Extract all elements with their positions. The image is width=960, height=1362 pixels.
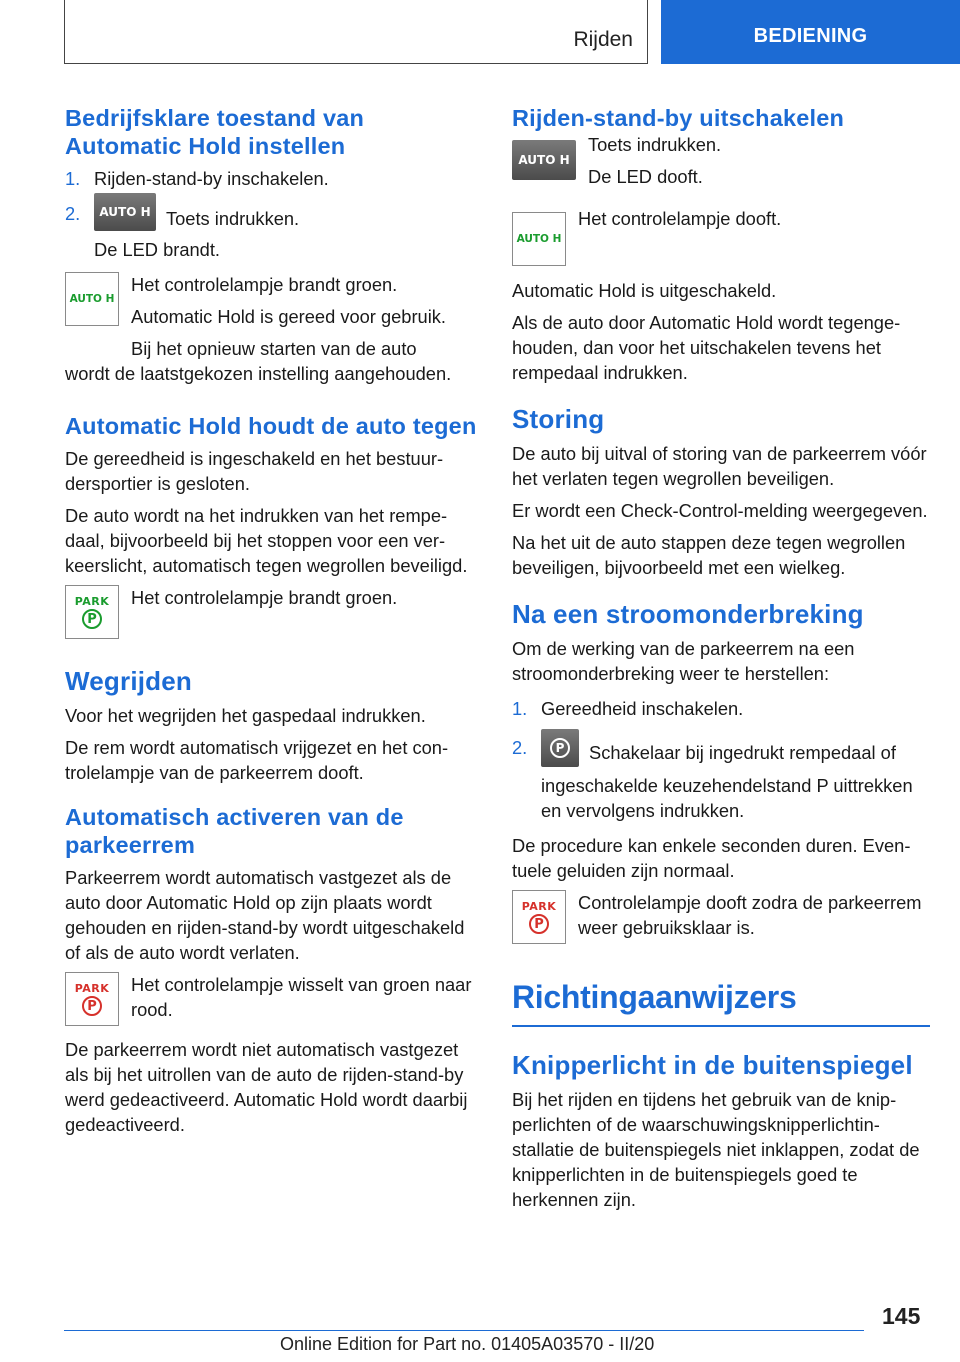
lamp-text-3b: wordt de laatstgekozen instelling aangehouden. xyxy=(65,363,452,384)
s5-lamp-text: Het controlelampje dooft. xyxy=(578,208,782,229)
auto-h-green-lamp-icon: AUTO H xyxy=(65,272,119,326)
lamp-row-auto-h-green xyxy=(65,272,480,361)
power-step-1-number: 1. xyxy=(512,698,528,719)
heading-wegrijden: Wegrijden xyxy=(65,666,193,696)
s2-lamp-text: Het controlelampje brandt groen. xyxy=(131,587,398,608)
power-steps xyxy=(512,696,930,823)
step-1 xyxy=(65,166,480,191)
chapter-heading-richtingaanwijzers: Richtingaanwijzers xyxy=(512,979,797,1015)
s2-paragraph-2: De auto wordt na het indrukken van het rempedaal, bijvoorbeeld bij het stoppen voor een verkeerslicht, automatisch tegen wegrollen beveiligd. xyxy=(65,505,468,576)
step-1-number: 1. xyxy=(65,168,81,189)
header-chapter-tab: BEDIENING xyxy=(661,0,960,64)
lamp-row-park-green xyxy=(65,585,480,639)
park-green-lamp-icon: PARK P xyxy=(65,585,119,639)
park-red-lamp-icon: PARK P xyxy=(65,972,119,1026)
power-step-2-number: 2. xyxy=(512,737,528,758)
s7-paragraph-2: De procedure kan enkele seconden duren. Eventuele geluiden zijn normaal. xyxy=(512,835,911,881)
heading-power-interruption: Na een stroomonderbreking xyxy=(512,599,864,629)
right-column xyxy=(512,104,930,1219)
lamp-row-park-red-2 xyxy=(512,890,930,947)
page-number: 145 xyxy=(882,1303,921,1329)
header-section-title: Rijden xyxy=(573,28,633,51)
park-red-lamp-icon: PARK P xyxy=(512,890,566,944)
button-row-auto-h xyxy=(512,134,930,196)
power-step-1 xyxy=(512,696,930,721)
heading-mirror-indicator: Knipperlicht in de buitenspiegel xyxy=(512,1050,913,1080)
s2-paragraph-1: De gereedheid is ingeschakeld en het bestuurdersportier is gesloten. xyxy=(65,448,444,494)
heading-parking-brake-auto: Automatisch activeren van de parkeerrem xyxy=(65,804,404,858)
lamp-text-1: Het controlelampje brandt groen. xyxy=(131,274,398,295)
s5-button-text-2: De LED dooft. xyxy=(588,166,703,187)
footer-rule xyxy=(64,1330,864,1331)
power-step-2 xyxy=(512,735,930,823)
heading-storing: Storing xyxy=(512,404,605,434)
s5-button-text-1: Toets indrukken. xyxy=(588,134,722,155)
s3-paragraph-2: De rem wordt automatisch vrijgezet en het controlelampje van de parkeerrem dooft. xyxy=(65,737,449,783)
s4-paragraph-2: De parkeerrem wordt niet automatisch vastgezet als bij het uitrollen van de auto de rijden-stand-by werd gedeactiveerd. Automatic Hold wordt daarbij gedeactiveerd. xyxy=(65,1039,468,1135)
s6-paragraph-1: De auto bij uitval of storing van de parkeerrem vóór het verlaten tegen wegrollen beveiligen. xyxy=(512,443,927,489)
chapter-heading-block xyxy=(512,977,930,1027)
footer-edition: Online Edition for Part no. 01405A03570 - II/20 xyxy=(280,1334,655,1354)
auto-h-green-lamp-icon: AUTO H xyxy=(512,212,566,266)
step-1-text: Rijden-stand-by inschakelen. xyxy=(94,168,329,189)
heading-standby-off: Rijden-stand-by uitschakelen xyxy=(512,105,845,131)
lamp-row-park-red xyxy=(65,972,480,1029)
left-column xyxy=(65,104,480,1144)
s6-paragraph-2: Er wordt een Check-Control-melding weergegeven. xyxy=(512,500,928,521)
step-2 xyxy=(65,201,480,262)
heading-automatic-hold-stops: Automatic Hold houdt de auto tegen xyxy=(65,413,477,439)
auto-h-button-icon: AUTO H xyxy=(94,193,156,231)
power-step-1-text: Gereedheid inschakelen. xyxy=(541,698,744,719)
heading-automatic-hold-setup: Bedrijfsklare toestand van Automatic Hold instellen xyxy=(65,105,365,159)
auto-h-button-icon: AUTO H xyxy=(512,140,576,180)
lamp-row-auto-h-off xyxy=(512,208,930,266)
s3-paragraph-1: Voor het wegrijden het gaspedaal indrukken. xyxy=(65,705,426,726)
lamp-text-2: Automatic Hold is gereed voor gebruik. xyxy=(131,306,447,327)
parking-brake-button-icon: P xyxy=(541,729,579,767)
header-section-box xyxy=(64,0,648,64)
s7-lamp-text: Controlelampje dooft zodra de parkeerrem weer gebruiksklaar is. xyxy=(578,892,922,938)
step-2-text: Toets indrukken. xyxy=(166,207,300,229)
lamp-text-3a: Bij het opnieuw starten van de auto xyxy=(131,338,417,359)
s5-paragraph-1: Automatic Hold is uitgeschakeld. xyxy=(512,280,777,301)
s4-lamp-text: Het controlelampje wisselt van groen naar rood. xyxy=(131,974,472,1020)
s7-paragraph-1: Om de werking van de parkeerrem na een stroomonderbreking weer te herstellen: xyxy=(512,638,855,684)
step-2-extra: De LED brandt. xyxy=(94,239,221,260)
power-step-2-text: Schakelaar bij ingedrukt rempedaal of ingeschakelde keuzehendelstand P uittrekken en vervolgens indrukken. xyxy=(541,741,913,821)
s5-paragraph-2: Als de auto door Automatic Hold wordt tegengehouden, dan voor het uitschakelen tevens het rempedaal indrukken. xyxy=(512,312,901,383)
setup-steps xyxy=(65,166,480,262)
s8-paragraph-1: Bij het rijden en tijdens het gebruik van de knipperlichten of de waarschuwingsknipperlichtinstallatie de buitenspiegels niet inklappen, zodat de knipperlichten in de buitenspiegels goed te herkennen zijn. xyxy=(512,1089,920,1210)
s6-paragraph-3: Na het uit de auto stappen deze tegen wegrollen beveiligen, bijvoorbeeld met een wielkeg. xyxy=(512,532,906,578)
s4-paragraph-1: Parkeerrem wordt automatisch vastgezet als de auto door Automatic Hold op zijn plaats wordt gehouden en rijden-stand-by wordt uitgeschakeld of als de auto wordt verlaten. xyxy=(65,867,465,963)
step-2-number: 2. xyxy=(65,203,81,224)
